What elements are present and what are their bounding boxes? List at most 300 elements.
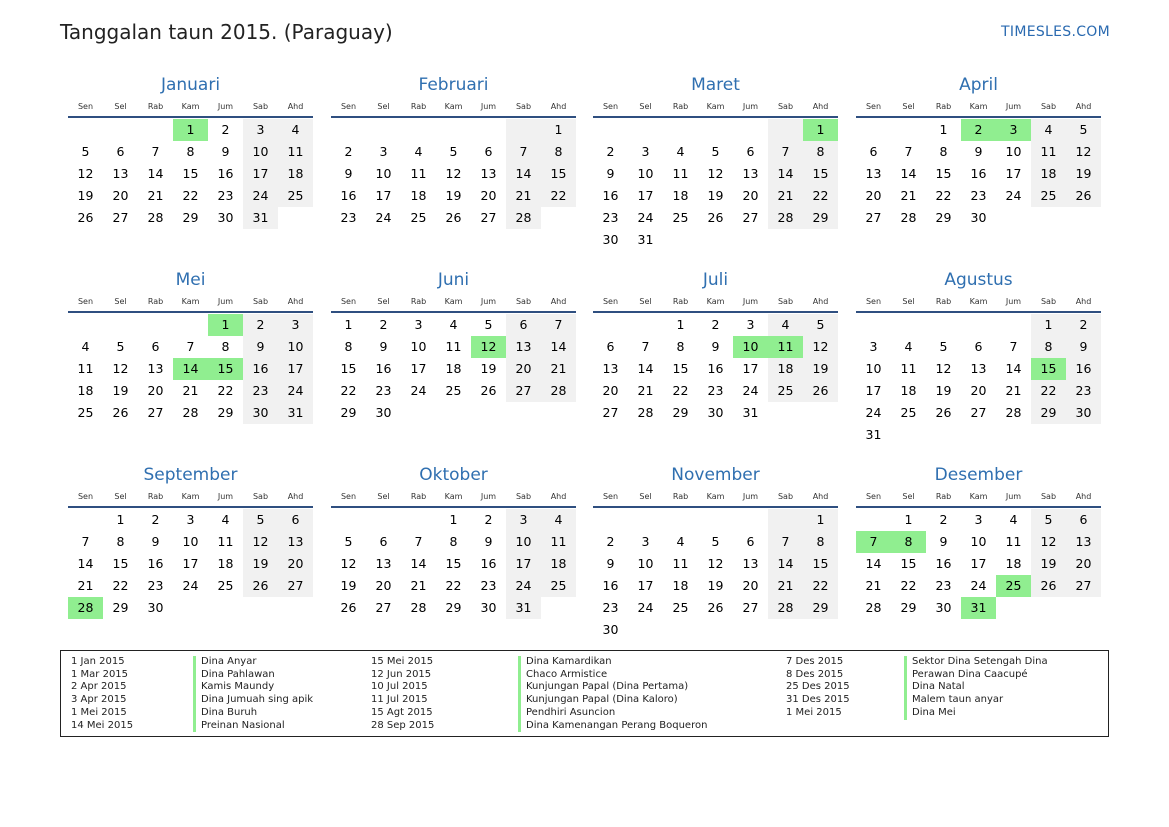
- day-cell: 5: [484, 317, 493, 332]
- day-cell: 16: [147, 556, 164, 571]
- day-cell: 15: [340, 361, 357, 376]
- legend-holiday-name: Sektor Dina Setengah Dina: [904, 656, 1048, 669]
- day-grid: [331, 314, 576, 424]
- empty-cell: [401, 402, 436, 424]
- weekday-label: Sab: [515, 297, 532, 306]
- header-rule: [331, 506, 576, 508]
- legend-date: 1 Mei 2015: [71, 706, 127, 718]
- day-cell: 27: [602, 405, 619, 420]
- day-cell: 6: [116, 144, 125, 159]
- day-cell: 17: [1005, 166, 1022, 181]
- weekday-label: Sel: [639, 492, 652, 501]
- day-cell: 12: [707, 556, 724, 571]
- day-cell: 18: [1005, 556, 1022, 571]
- holiday-day: 14: [173, 358, 208, 380]
- empty-cell: [208, 597, 243, 619]
- header-rule: [593, 506, 838, 508]
- day-cell: 8: [803, 531, 838, 553]
- day-cell: 9: [974, 144, 983, 159]
- day-cell: 5: [116, 339, 125, 354]
- day-cell: 5: [243, 509, 278, 531]
- day-cell: 16: [1066, 358, 1101, 380]
- empty-cell: [996, 597, 1031, 619]
- empty-cell: [803, 229, 838, 251]
- day-cell: 30: [480, 600, 497, 615]
- day-cell: 6: [606, 339, 615, 354]
- day-cell: 27: [742, 600, 759, 615]
- weekday-label: Sel: [114, 297, 127, 306]
- weekday-label: Sen: [77, 102, 94, 111]
- empty-cell: [663, 509, 698, 531]
- weekday-label: Rab: [147, 492, 164, 501]
- day-cell: 29: [112, 600, 129, 615]
- month-title: Mei: [175, 270, 206, 290]
- day-cell: 13: [865, 166, 882, 181]
- day-cell: 3: [243, 119, 278, 141]
- day-cell: 1: [344, 317, 353, 332]
- holiday-day: 15: [1031, 358, 1066, 380]
- day-cell: 5: [803, 314, 838, 336]
- day-cell: 18: [672, 188, 689, 203]
- day-cell: 2: [606, 144, 615, 159]
- day-cell: 17: [375, 188, 392, 203]
- day-cell: 25: [278, 185, 313, 207]
- day-cell: 28: [410, 600, 427, 615]
- day-cell: 11: [1031, 141, 1066, 163]
- day-cell: 9: [1066, 336, 1101, 358]
- month-februari: [331, 71, 576, 229]
- empty-cell: [593, 119, 628, 141]
- weekday-label: Sab: [777, 492, 794, 501]
- day-cell: 17: [243, 163, 278, 185]
- day-cell: 21: [1005, 383, 1022, 398]
- day-cell: 3: [974, 512, 983, 527]
- day-cell: 1: [541, 119, 576, 141]
- day-cell: 16: [243, 358, 278, 380]
- day-cell: 6: [484, 144, 493, 159]
- weekday-label: Sab: [252, 492, 269, 501]
- empty-cell: [891, 314, 926, 336]
- day-cell: 7: [186, 339, 195, 354]
- day-cell: 28: [768, 207, 803, 229]
- month-title: Februari: [418, 75, 489, 95]
- day-cell: 9: [939, 534, 948, 549]
- day-cell: 17: [182, 556, 199, 571]
- weekday-label: Sel: [639, 297, 652, 306]
- month-april: [856, 71, 1101, 229]
- day-cell: 12: [77, 166, 94, 181]
- day-cell: 21: [77, 578, 94, 593]
- weekday-label: Sab: [777, 297, 794, 306]
- day-cell: 9: [606, 166, 615, 181]
- day-cell: 23: [935, 578, 952, 593]
- day-cell: 23: [1066, 380, 1101, 402]
- legend-holiday-name: Dina Natal: [904, 681, 1048, 694]
- header-rule: [856, 311, 1101, 313]
- holiday-day: 25: [996, 575, 1031, 597]
- month-title: Desember: [934, 465, 1023, 485]
- day-cell: 13: [375, 556, 392, 571]
- empty-cell: [103, 314, 138, 336]
- day-cell: 27: [147, 405, 164, 420]
- site-link[interactable]: TIMESLES.COM: [1001, 24, 1110, 40]
- empty-cell: [663, 119, 698, 141]
- day-cell: 19: [1066, 163, 1101, 185]
- day-cell: 8: [221, 339, 230, 354]
- day-cell: 13: [742, 556, 759, 571]
- day-cell: 17: [865, 383, 882, 398]
- day-cell: 13: [970, 361, 987, 376]
- day-cell: 21: [182, 383, 199, 398]
- weekday-label: Ahd: [550, 297, 567, 306]
- day-cell: 31: [506, 597, 541, 619]
- day-cell: 5: [449, 144, 458, 159]
- day-cell: 16: [707, 361, 724, 376]
- day-cell: 10: [243, 141, 278, 163]
- empty-cell: [856, 314, 891, 336]
- day-cell: 11: [672, 556, 689, 571]
- day-cell: 28: [900, 210, 917, 225]
- day-cell: 23: [602, 600, 619, 615]
- day-cell: 10: [506, 531, 541, 553]
- empty-cell: [891, 424, 926, 446]
- legend-names-col-3: [904, 656, 1048, 720]
- day-cell: 26: [445, 210, 462, 225]
- day-cell: 3: [186, 512, 195, 527]
- day-cell: 30: [602, 622, 619, 637]
- weekday-label: Sab: [252, 297, 269, 306]
- legend-date: 11 Jul 2015: [371, 694, 428, 706]
- day-cell: 15: [935, 166, 952, 181]
- day-cell: 13: [1066, 531, 1101, 553]
- header-rule: [331, 311, 576, 313]
- day-cell: 13: [602, 361, 619, 376]
- day-cell: 7: [81, 534, 90, 549]
- empty-cell: [733, 509, 768, 531]
- empty-cell: [733, 619, 768, 641]
- weekday-label: Sab: [1040, 102, 1057, 111]
- day-cell: 18: [768, 358, 803, 380]
- day-cell: 17: [278, 358, 313, 380]
- legend-holiday-name: Dina Jumuah sing apik: [193, 694, 313, 707]
- holiday-day: 31: [961, 597, 996, 619]
- day-cell: 21: [541, 358, 576, 380]
- day-cell: 30: [707, 405, 724, 420]
- weekday-label: Ahd: [287, 297, 304, 306]
- day-cell: 17: [637, 578, 654, 593]
- legend-dates-col-2: [371, 656, 434, 732]
- day-cell: 19: [707, 578, 724, 593]
- day-cell: 29: [803, 597, 838, 619]
- day-cell: 14: [541, 336, 576, 358]
- day-cell: 13: [480, 166, 497, 181]
- day-cell: 13: [147, 361, 164, 376]
- weekday-label: Kam: [969, 102, 988, 111]
- legend-holiday-name: Kamis Maundy: [193, 681, 313, 694]
- empty-cell: [173, 597, 208, 619]
- weekday-label: Ahd: [812, 102, 829, 111]
- weekday-header: [331, 294, 576, 310]
- day-cell: 26: [803, 380, 838, 402]
- legend-date: 1 Mar 2015: [71, 668, 129, 680]
- weekday-header: [331, 489, 576, 505]
- day-grid: [593, 509, 838, 641]
- day-cell: 26: [340, 600, 357, 615]
- empty-cell: [1066, 424, 1101, 446]
- day-cell: 4: [449, 317, 458, 332]
- month-juli: [593, 266, 838, 424]
- empty-cell: [803, 402, 838, 424]
- day-cell: 18: [541, 553, 576, 575]
- empty-cell: [628, 314, 663, 336]
- day-cell: 9: [344, 166, 353, 181]
- day-cell: 14: [77, 556, 94, 571]
- day-cell: 13: [278, 531, 313, 553]
- day-cell: 23: [707, 383, 724, 398]
- day-cell: 30: [970, 210, 987, 225]
- day-cell: 28: [541, 380, 576, 402]
- day-cell: 7: [768, 141, 803, 163]
- weekday-label: Rab: [410, 102, 427, 111]
- day-cell: 19: [445, 188, 462, 203]
- weekday-header: [593, 294, 838, 310]
- day-cell: 2: [344, 144, 353, 159]
- day-cell: 7: [506, 141, 541, 163]
- day-cell: 3: [379, 144, 388, 159]
- day-cell: 20: [742, 578, 759, 593]
- holiday-day: 1: [803, 119, 838, 141]
- day-cell: 16: [602, 188, 619, 203]
- holiday-day: 28: [68, 597, 103, 619]
- header-rule: [856, 116, 1101, 118]
- day-cell: 9: [606, 556, 615, 571]
- weekday-header: [593, 99, 838, 115]
- legend-date: 10 Jul 2015: [371, 681, 428, 693]
- day-cell: 11: [900, 361, 917, 376]
- day-cell: 27: [480, 210, 497, 225]
- empty-cell: [996, 207, 1031, 229]
- day-cell: 6: [869, 144, 878, 159]
- day-cell: 8: [541, 141, 576, 163]
- legend-holiday-name: Dina Anyar: [193, 656, 313, 669]
- day-cell: 16: [375, 361, 392, 376]
- weekday-header: [856, 99, 1101, 115]
- day-cell: 9: [243, 336, 278, 358]
- day-cell: 22: [112, 578, 129, 593]
- holiday-day: 2: [961, 119, 996, 141]
- day-cell: 2: [243, 314, 278, 336]
- day-cell: 9: [379, 339, 388, 354]
- day-cell: 26: [112, 405, 129, 420]
- day-cell: 4: [221, 512, 230, 527]
- day-cell: 2: [711, 317, 720, 332]
- legend-holiday-name: Preinan Nasional: [193, 720, 313, 733]
- weekday-label: Ahd: [550, 492, 567, 501]
- day-cell: 7: [414, 534, 423, 549]
- weekday-label: Sen: [340, 297, 357, 306]
- empty-cell: [366, 509, 401, 531]
- empty-cell: [331, 509, 366, 531]
- empty-cell: [891, 119, 926, 141]
- day-cell: 21: [900, 188, 917, 203]
- empty-cell: [541, 402, 576, 424]
- day-cell: 4: [676, 534, 685, 549]
- day-cell: 24: [970, 578, 987, 593]
- day-cell: 7: [768, 531, 803, 553]
- day-cell: 26: [243, 575, 278, 597]
- day-cell: 9: [484, 534, 493, 549]
- empty-cell: [996, 424, 1031, 446]
- day-cell: 21: [865, 578, 882, 593]
- weekday-label: Ahd: [812, 297, 829, 306]
- weekday-label: Ahd: [1075, 102, 1092, 111]
- day-cell: 16: [602, 578, 619, 593]
- day-cell: 11: [541, 531, 576, 553]
- day-cell: 16: [935, 556, 952, 571]
- weekday-label: Rab: [410, 492, 427, 501]
- empty-cell: [926, 424, 961, 446]
- empty-cell: [331, 119, 366, 141]
- day-cell: 28: [506, 207, 541, 229]
- holiday-day: 1: [208, 314, 243, 336]
- day-cell: 19: [1031, 553, 1066, 575]
- day-cell: 4: [278, 119, 313, 141]
- day-cell: 14: [900, 166, 917, 181]
- day-grid: [593, 314, 838, 424]
- day-cell: 5: [711, 534, 720, 549]
- day-cell: 25: [1031, 185, 1066, 207]
- legend-date: 12 Jun 2015: [371, 668, 432, 680]
- day-cell: 12: [445, 166, 462, 181]
- weekday-label: Kam: [706, 102, 725, 111]
- legend-date: 7 Des 2015: [786, 656, 844, 667]
- day-cell: 25: [541, 575, 576, 597]
- empty-cell: [996, 314, 1031, 336]
- day-cell: 19: [77, 188, 94, 203]
- page-title: Tanggalan taun 2015. (Paraguay): [60, 20, 393, 44]
- day-cell: 29: [935, 210, 952, 225]
- day-cell: 15: [803, 553, 838, 575]
- empty-cell: [138, 314, 173, 336]
- day-cell: 3: [414, 317, 423, 332]
- weekday-label: Ahd: [812, 492, 829, 501]
- day-cell: 1: [803, 509, 838, 531]
- weekday-label: Rab: [410, 297, 427, 306]
- day-cell: 24: [1005, 188, 1022, 203]
- day-cell: 15: [112, 556, 129, 571]
- day-cell: 12: [112, 361, 129, 376]
- day-cell: 7: [541, 314, 576, 336]
- weekday-label: Kam: [969, 492, 988, 501]
- holiday-day: 7: [856, 531, 891, 553]
- day-cell: 20: [506, 358, 541, 380]
- day-cell: 31: [637, 232, 654, 247]
- weekday-label: Kam: [706, 492, 725, 501]
- day-cell: 10: [1005, 144, 1022, 159]
- empty-cell: [436, 119, 471, 141]
- day-cell: 1: [904, 512, 913, 527]
- empty-cell: [103, 119, 138, 141]
- day-grid: [68, 119, 313, 229]
- weekday-label: Jum: [1005, 492, 1022, 501]
- day-cell: 10: [970, 534, 987, 549]
- day-cell: 22: [803, 185, 838, 207]
- day-cell: 21: [147, 188, 164, 203]
- weekday-label: Kam: [181, 492, 200, 501]
- weekday-label: Sel: [902, 492, 915, 501]
- day-cell: 6: [151, 339, 160, 354]
- empty-cell: [926, 314, 961, 336]
- legend-date: 15 Mei 2015: [371, 656, 434, 667]
- day-cell: 21: [768, 185, 803, 207]
- day-cell: 8: [186, 144, 195, 159]
- day-cell: 4: [1009, 512, 1018, 527]
- weekday-label: Rab: [672, 102, 689, 111]
- day-cell: 23: [243, 380, 278, 402]
- month-title: September: [143, 465, 238, 485]
- weekday-label: Rab: [935, 297, 952, 306]
- weekday-label: Sel: [902, 297, 915, 306]
- day-cell: 30: [243, 402, 278, 424]
- day-cell: 22: [900, 578, 917, 593]
- empty-cell: [733, 229, 768, 251]
- weekday-label: Rab: [672, 492, 689, 501]
- month-agustus: [856, 266, 1101, 446]
- weekday-label: Sab: [1040, 297, 1057, 306]
- day-cell: 6: [379, 534, 388, 549]
- empty-cell: [436, 402, 471, 424]
- empty-cell: [243, 597, 278, 619]
- legend-date: 1 Jan 2015: [71, 656, 125, 667]
- day-cell: 3: [746, 317, 755, 332]
- day-cell: 6: [278, 509, 313, 531]
- empty-cell: [593, 509, 628, 531]
- day-cell: 28: [1005, 405, 1022, 420]
- empty-cell: [803, 619, 838, 641]
- day-cell: 25: [410, 210, 427, 225]
- day-cell: 12: [935, 361, 952, 376]
- month-mei: [68, 266, 313, 424]
- day-cell: 10: [410, 339, 427, 354]
- day-cell: 6: [1066, 509, 1101, 531]
- weekday-header: [68, 489, 313, 505]
- weekday-label: Sel: [377, 492, 390, 501]
- day-cell: 29: [803, 207, 838, 229]
- weekday-label: Kam: [444, 492, 463, 501]
- day-cell: 28: [865, 600, 882, 615]
- weekday-label: Sab: [252, 102, 269, 111]
- day-cell: 14: [1005, 361, 1022, 376]
- day-cell: 10: [865, 361, 882, 376]
- weekday-label: Kam: [969, 297, 988, 306]
- empty-cell: [401, 509, 436, 531]
- day-cell: 21: [506, 185, 541, 207]
- empty-cell: [768, 402, 803, 424]
- legend-date: 15 Agt 2015: [371, 706, 433, 718]
- empty-cell: [138, 119, 173, 141]
- day-cell: 31: [742, 405, 759, 420]
- legend-holiday-name: Dina Kamenangan Perang Boqueron: [518, 720, 707, 733]
- day-cell: 23: [147, 578, 164, 593]
- day-cell: 20: [480, 188, 497, 203]
- day-cell: 18: [217, 556, 234, 571]
- day-cell: 16: [480, 556, 497, 571]
- day-grid: [856, 119, 1101, 229]
- day-cell: 28: [182, 405, 199, 420]
- weekday-label: Sel: [377, 297, 390, 306]
- day-cell: 2: [151, 512, 160, 527]
- empty-cell: [961, 424, 996, 446]
